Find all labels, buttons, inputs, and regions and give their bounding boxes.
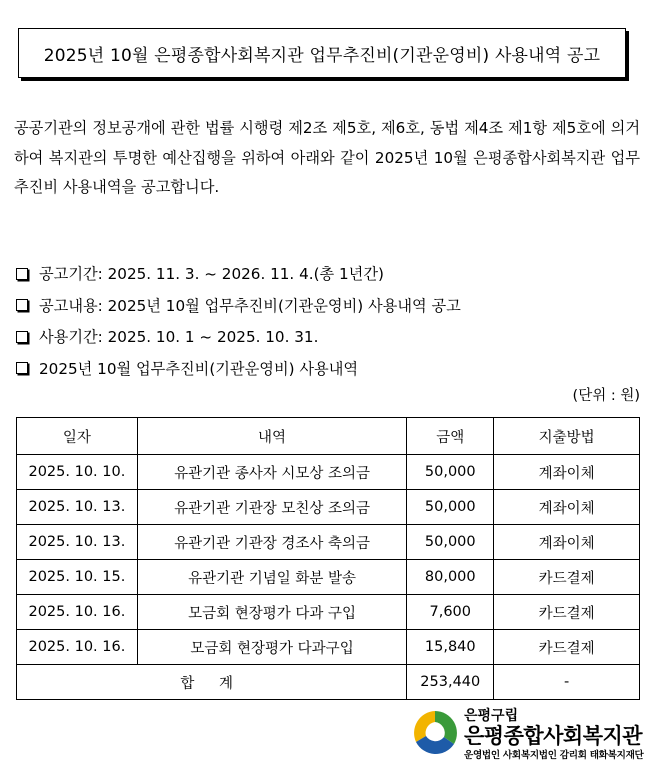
cell-amount: 80,000	[407, 560, 494, 595]
bullet-item	[14, 353, 644, 385]
cell-date: 2025. 10. 16.	[17, 595, 138, 630]
cell-date: 2025. 10. 15.	[17, 560, 138, 595]
cell-amount: 50,000	[407, 490, 494, 525]
cell-method: 계좌이체	[494, 525, 640, 560]
cell-method: 카드결제	[494, 630, 640, 665]
logo-name-text: 은평종합사회복지관	[464, 724, 643, 748]
table-row	[17, 455, 640, 490]
cell-amount: 50,000	[407, 525, 494, 560]
notice-title-box	[18, 28, 626, 78]
notice-title: 2025년 10월 은평종합사회복지관 업무추진비(기관운영비) 사용내역 공고	[43, 45, 601, 66]
cell-detail: 유관기관 종사자 시모상 조의금	[137, 455, 406, 490]
table-header-row	[17, 418, 640, 455]
logo-emblem-icon	[410, 708, 460, 758]
cell-detail: 유관기관 기관장 모친상 조의금	[137, 490, 406, 525]
checkbox-square-icon	[16, 299, 28, 311]
total-amount: 253,440	[407, 665, 494, 700]
column-header-detail: 내역	[137, 418, 406, 455]
bullet-item	[14, 321, 644, 353]
cell-amount: 50,000	[407, 455, 494, 490]
cell-date: 2025. 10. 13.	[17, 490, 138, 525]
organization-logo	[410, 703, 646, 767]
checkbox-square-icon	[16, 331, 28, 343]
checkbox-square-icon	[16, 268, 28, 280]
table-total-row	[17, 665, 640, 700]
bullet-text: 사용기간: 2025. 10. 1 ~ 2025. 10. 31.	[39, 328, 319, 347]
checkbox-square-icon	[16, 362, 28, 374]
bullet-item	[14, 258, 644, 290]
bullet-text: 공고내용: 2025년 10월 업무추진비(기관운영비) 사용내역 공고	[39, 296, 461, 315]
cell-detail: 유관기관 기념일 화분 발송	[137, 560, 406, 595]
cell-detail: 유관기관 기관장 경조사 축의금	[137, 525, 406, 560]
total-method: -	[494, 665, 640, 700]
cell-date: 2025. 10. 10.	[17, 455, 138, 490]
cell-detail: 모금회 현장평가 다과 구입	[137, 595, 406, 630]
table-row	[17, 595, 640, 630]
bullet-item	[14, 290, 644, 322]
cell-detail: 모금회 현장평가 다과구입	[137, 630, 406, 665]
table-row	[17, 630, 640, 665]
column-header-amount: 금액	[407, 418, 494, 455]
column-header-date: 일자	[17, 418, 138, 455]
cell-date: 2025. 10. 13.	[17, 525, 138, 560]
intro-paragraph: 공공기관의 정보공개에 관한 법률 시행령 제2조 제5호, 제6호, 동법 제4조 제1항 제5호에 의거하여 복지관의 투명한 예산집행을 위하여 아래와 같이 2025년 10월 은평종합사회복지관 업무추진비 사용내역을 공고합니다.	[14, 119, 640, 196]
logo-subtitle-text: 운영법인 사회복지법인 감리회 태화복지재단	[464, 750, 644, 761]
cell-method: 카드결제	[494, 560, 640, 595]
table-row	[17, 490, 640, 525]
bullet-text: 2025년 10월 업무추진비(기관운영비) 사용내역	[39, 359, 359, 378]
column-header-method: 지출방법	[494, 418, 640, 455]
cell-amount: 15,840	[407, 630, 494, 665]
cell-method: 계좌이체	[494, 455, 640, 490]
cell-amount: 7,600	[407, 595, 494, 630]
cell-date: 2025. 10. 16.	[17, 630, 138, 665]
expense-table	[16, 417, 640, 700]
bullet-list	[14, 258, 644, 384]
table-row	[17, 525, 640, 560]
logo-small-text: 은평구립	[464, 708, 519, 724]
unit-label: (단위 : 원)	[572, 388, 640, 404]
cell-method: 계좌이체	[494, 490, 640, 525]
total-label: 합 계	[17, 665, 407, 700]
bullet-text: 공고기간: 2025. 11. 3. ~ 2026. 11. 4.(총 1년간)	[39, 265, 384, 284]
cell-method: 카드결제	[494, 595, 640, 630]
table-row	[17, 560, 640, 595]
